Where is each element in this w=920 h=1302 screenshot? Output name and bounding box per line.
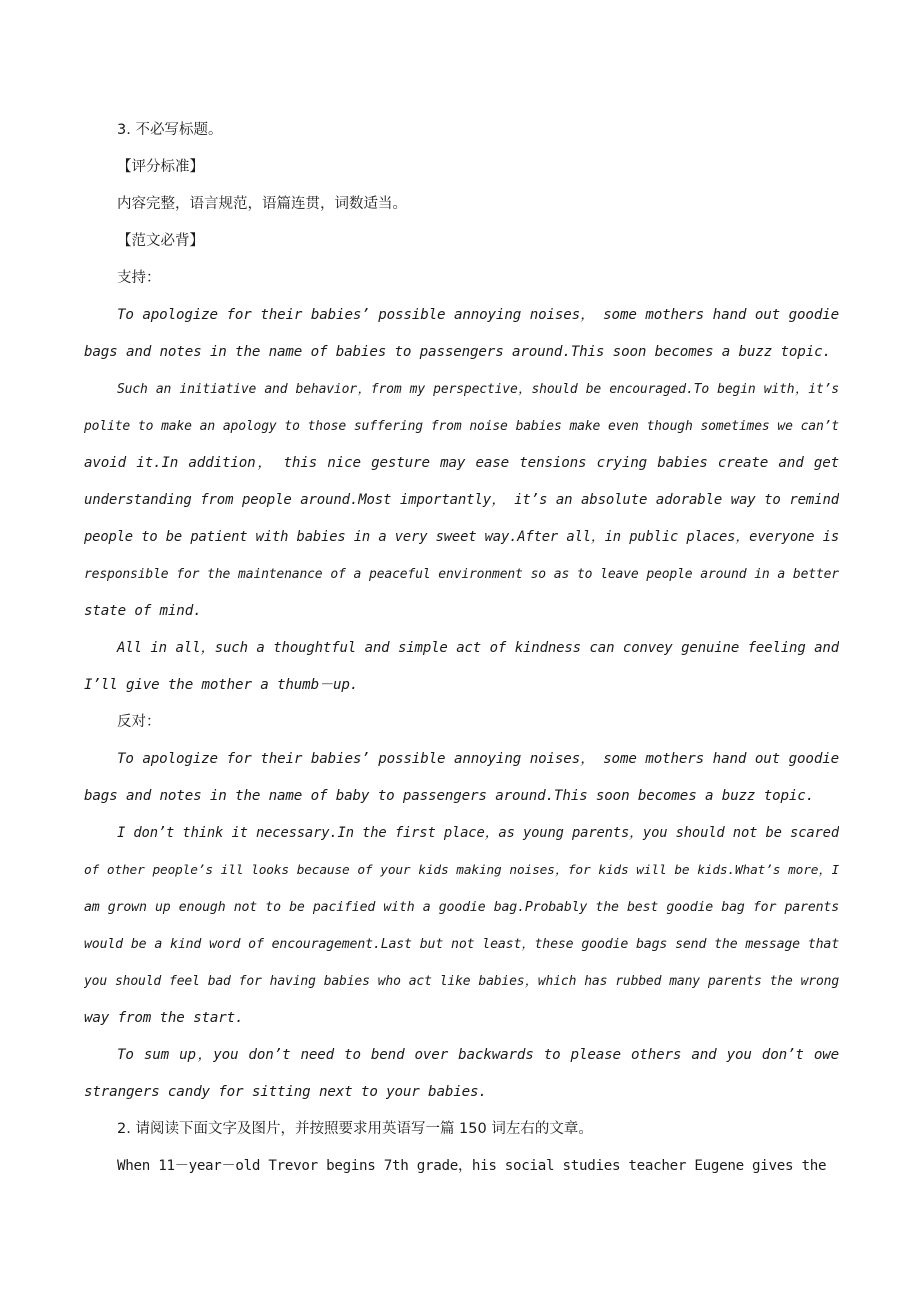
- oppose-paragraph-line: To sum up，you don’t need to bend over backwards to please others and you don’t owe: [117, 1047, 839, 1063]
- scoring-text: 内容完整，语言规范，语篇连贯，词数适当。: [117, 196, 407, 212]
- oppose-paragraph-line: bags and notes in the name of baby to passengers around.This soon becomes a buzz topic.: [84, 788, 815, 804]
- oppose-label: 反对：: [117, 714, 161, 730]
- oppose-paragraph-line: am grown up enough not to be pacified with a goodie bag.Probably the best goodie bag for parents: [84, 900, 839, 915]
- oppose-paragraph-line: would be a kind word of encouragement.Last but not least，these goodie bags send the message that: [84, 937, 839, 952]
- scoring-heading: 【评分标准】: [117, 159, 204, 175]
- support-paragraph-line: polite to make an apology to those suffering from noise babies make even though sometimes we can’t: [84, 419, 839, 434]
- question-2-intro: When 11－year－old Trevor begins 7th grade，his social studies teacher Eugene gives the: [117, 1158, 827, 1174]
- oppose-paragraph-line: strangers candy for sitting next to your babies.: [84, 1084, 487, 1100]
- oppose-paragraph-line: To apologize for their babies’ possible annoying noises， some mothers hand out goodie: [117, 751, 839, 767]
- support-paragraph-line: To apologize for their babies’ possible annoying noises， some mothers hand out goodie: [117, 307, 839, 323]
- support-paragraph-line: I’ll give the mother a thumb－up.: [84, 677, 359, 693]
- model-essay-heading: 【范文必背】: [117, 233, 204, 249]
- oppose-paragraph-line: of other people’s ill looks because of your kids making noises，for kids will be kids.What’s more，I: [84, 863, 839, 878]
- support-paragraph-line: people to be patient with babies in a very sweet way.After all，in public places，everyone is: [84, 529, 839, 545]
- support-paragraph-line: Such an initiative and behavior，from my perspective，should be encouraged.To begin with，it’s: [117, 382, 839, 397]
- support-paragraph-line: All in all，such a thoughtful and simple act of kindness can convey genuine feeling and: [117, 640, 839, 656]
- oppose-paragraph-line: I don’t think it necessary.In the first place，as young parents，you should not be scared: [117, 825, 839, 841]
- support-paragraph-line: avoid it.In addition， this nice gesture may ease tensions crying babies create and get: [84, 455, 839, 471]
- question-2-heading: 2. 请阅读下面文字及图片，并按照要求用英语写一篇 150 词左右的文章。: [117, 1121, 593, 1137]
- oppose-paragraph-line: way from the start.: [84, 1010, 244, 1026]
- instruction-no-title: 3. 不必写标题。: [117, 122, 223, 138]
- support-paragraph-line: bags and notes in the name of babies to passengers around.This soon becomes a buzz topic.: [84, 344, 831, 360]
- support-paragraph-line: responsible for the maintenance of a peaceful environment so as to leave people around in a better: [84, 567, 839, 582]
- oppose-paragraph-line: you should feel bad for having babies who act like babies，which has rubbed many parents the wrong: [84, 974, 839, 989]
- support-paragraph-line: understanding from people around.Most importantly， it’s an absolute adorable way to remind: [84, 492, 839, 508]
- support-label: 支持：: [117, 270, 161, 286]
- support-paragraph-line: state of mind.: [84, 603, 202, 619]
- document-page: [84, 112, 839, 1185]
